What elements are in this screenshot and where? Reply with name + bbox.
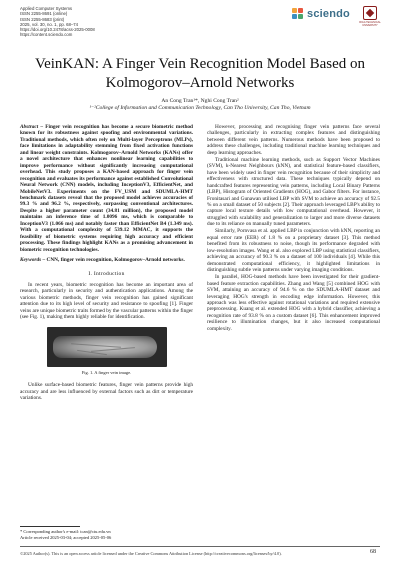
journal-meta (20, 6, 95, 38)
journal-name: Applied Computer Systems (20, 6, 73, 11)
issn-online: ISSN 2255-8691 (online) (20, 11, 68, 17)
abstract (20, 124, 193, 253)
right-paragraph-4: In parallel, HOG-based methods have been investigated for their gradient-based feature extraction capabilities. Zhang and Wang [5] combined HOG with SVM, attaining an accuracy of 94.6 % on the SDUMLA-HMT dataset and leveraging HOG's strength in encoding edge information. However, this approach was less effective against rotational variations and required extensive preprocessing. Kuang et al. extended HOG with a hybrid classifier, achieving a recognition rate of 93.8 % on a custom dataset [6]. This enhancement improved resilience to illumination changes, but it also increased computational complexity. (207, 274, 380, 332)
keywords-label: Keywords (20, 257, 42, 264)
right-paragraph-1: However, processing and recognising finger vein patterns face several challenges, particularly in extracting complex features and distinguishing between different vein patterns. Numerous methods have been proposed to address these challenges, including traditional machine learning techniques and deep learning approaches. (207, 124, 380, 156)
keywords (20, 257, 193, 263)
doi-link[interactable]: https://doi.org/10.2478/acss-2025-0008 (20, 27, 95, 33)
abstract-text: – Finger vein recognition has become a secure biometric method known for its robustness against spoofing and environmental variations. Traditional methods, which often rely on Multi-layer Perceptrons (MLPs), face limitations in adaptability stemming from fixed activation functions and linear weight constraints. Kolmogorov–Arnold Networks (KANs) offer a novel architecture that enhances nonlinear learning capabilities to improve performance without significantly increasing computational overhead. This study proposes a KAN-based approach for finger vein recognition and evaluates its performance against established Convolutional Neural Network (CNN) models, including InceptionV3, EfficientNet, and MobileNetV3. Experiments on the FV_USM and SDUMLA-HMT benchmark datasets reveal that the proposed model achieves accuracies of 99.3 % and 96.2 %, respectively, surpassing conventional architectures. Despite a higher parameter count (34.81 million), the proposed model maintains an inference time of 1.0096 ms, which is comparable to InceptionV3 (1.066 ms) and notably faster than EfficientNet B4 (1.349 ms). With a computational complexity of 539.12 MMAC, it supports the feasibility of biometric systems requiring high accuracy and efficient processing. These findings highlight KANs as a promising advancement in biometric recognition technologies. (20, 124, 193, 253)
finger-vein-figure (47, 327, 167, 367)
university-logo (358, 6, 382, 27)
affiliation: ¹⁻²College of Information and Communication Technology, Can Tho University, Can Tho, Vietnam (89, 105, 311, 111)
university-name: RIGA TECHNICAL UNIVERSITY (359, 21, 381, 27)
footer-divider (20, 546, 380, 547)
license-text: ©2025 Author(s). This is an open access article licensed under the Creative Commons Attribution License (http://creativecommons.org/licenses/by/4.0). (20, 551, 282, 556)
volume-info: 2025, vol. 30, no. 1, pp. 68–74 (20, 21, 79, 27)
section-heading-introduction: I. Introduction (88, 270, 125, 277)
abstract-label: Abstract (20, 124, 39, 130)
intro-paragraph-1: In recent years, biometric recognition has become an important area of research, particularly in security and authentication applications. Among the various biometric methods, finger vein recognition has gained significant attention due to its high level of security and resistance to spoofing [1]. Finger veins are unique biometric traits formed by the vascular patterns within the finger (see Fig. 1), making them highly reliable for identification. (20, 281, 193, 321)
paper-title: VeinKAN: A Finger Vein Recognition Model Based on Kolmogorov–Arnold Networks (34, 56, 366, 91)
right-paragraph-2: Traditional machine learning methods, such as Support Vector Machines (SVM), k-Nearest Neighbours (kNN), and statistical feature-based classifiers, have been widely used in finger vein recognition because of their simplicity and effectiveness with structured data. These techniques typically depend on handcrafted features representing vein patterns, including Local Binary Patterns (LBP), Histogram of Oriented Gradients (HOG), and Gabor filters. For instance, Fronitasari and Gunawan utilised LBP with SVM to achieve an accuracy of 92.5 % on a small dataset of 50 subjects [2]. Their approach leveraged LBP's ability to capture local texture details with low computational overhead. However, it struggled with scalability and generalization to larger and more diverse datasets due to its reliance on manually tuned parameters. (207, 156, 380, 228)
footnotes (20, 529, 193, 540)
page-header (20, 6, 380, 42)
page-number: 68 (370, 549, 376, 555)
university-seal-icon (363, 6, 377, 20)
journal-url[interactable]: https://content.sciendo.com (20, 32, 73, 38)
footnote-divider (20, 526, 80, 527)
keywords-text: – CNN, finger vein recognition, Kolmogorov–Arnold networks. (41, 257, 185, 264)
corresponding-author-note: * Corresponding author's e-mail: tcan@ctu.edu.vn (20, 529, 111, 534)
issn-print: ISSN 2255-8683 (print) (20, 16, 65, 22)
intro-paragraph-2: Unlike surface-based biometric features, finger vein patterns provide high accuracy and are less influenced by external factors such as dirt or temperature variations. (20, 382, 193, 402)
left-column (20, 124, 193, 402)
sciendo-logo (292, 8, 350, 20)
sciendo-wordmark: sciendo (307, 8, 350, 20)
article-dates-note: Article received 2025-03-04; accepted 2025-05-06 (20, 534, 112, 540)
figure-caption: Fig. 1. A finger vein image. (81, 369, 132, 375)
authors: An Cong Tran¹*, Nghi Cong Tran² (161, 98, 239, 104)
sciendo-mark-icon (292, 8, 304, 20)
right-paragraph-3: Similarly, Pornvasa et al. applied LBP in conjunction with kNN, reporting an equal error rate (EER) of 1.8 % on a proprietary dataset [3]. This method benefited from its robustness to noise, though its performance degraded with low-resolution images. Wang et al. also explored LBP using statistical classifiers, achieving an accuracy of 90.3 % on a dataset of 100 individuals [4]. While this demonstrated computational efficiency, it highlighted limitations in distinguishing subtle vein patterns under varying imaging conditions. (207, 228, 380, 274)
right-column (207, 124, 380, 333)
